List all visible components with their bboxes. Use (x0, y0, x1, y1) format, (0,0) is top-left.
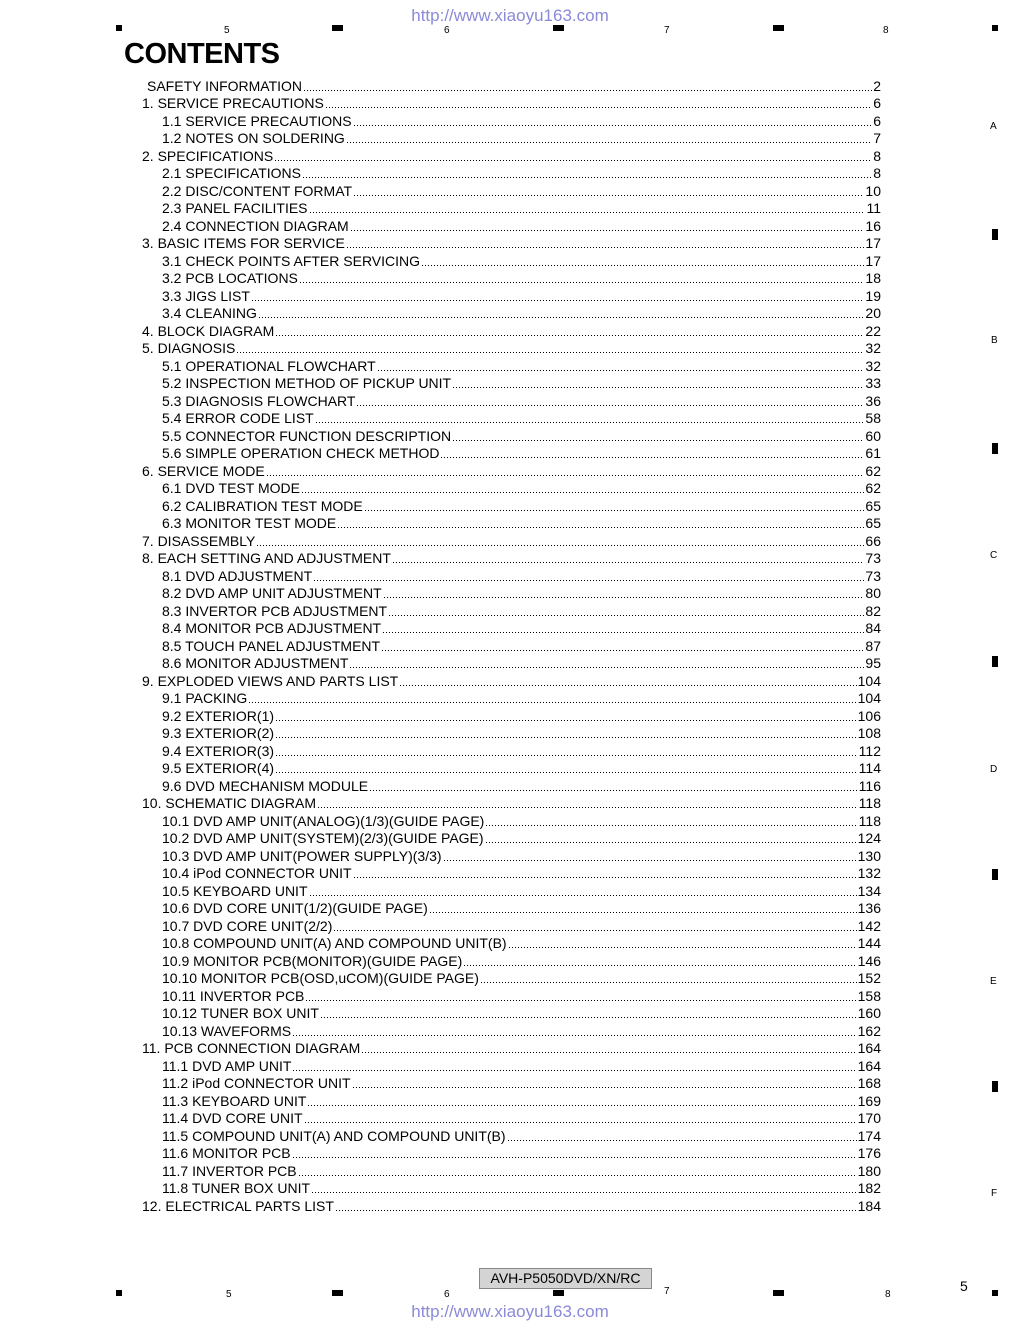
toc-entry[interactable] (142, 811, 881, 829)
row-mark (992, 656, 998, 667)
row-letter: B (991, 335, 998, 346)
toc-entry-label: 10.10 MONITOR PCB(OSD,uCOM)(GUIDE PAGE) (162, 970, 479, 986)
toc-entry[interactable] (142, 181, 881, 199)
model-number: AVH-P5050DVD/XN/RC (479, 1268, 652, 1289)
toc-entry-page: 118 (858, 812, 881, 829)
column-number: 7 (664, 1286, 670, 1297)
toc-entry-label: 9.1 PACKING (162, 690, 248, 706)
toc-entry-page: 8 (873, 147, 881, 164)
dot-leader (388, 615, 864, 616)
dot-leader (275, 720, 857, 721)
column-number: 8 (883, 25, 889, 36)
corner-mark (116, 25, 122, 31)
dot-leader (301, 492, 864, 493)
toc-entry[interactable] (142, 706, 881, 724)
toc-entry-label: 2.1 SPECIFICATIONS (162, 165, 301, 181)
dot-leader (369, 790, 858, 791)
dot-leader (353, 195, 864, 196)
toc-entry-label: 10.7 DVD CORE UNIT(2/2) (162, 917, 333, 934)
toc-entry-page: 6 (873, 95, 881, 111)
toc-entry[interactable] (142, 1004, 881, 1022)
toc-entry-page: 132 (857, 865, 881, 881)
dot-leader (381, 650, 864, 651)
toc-entry-page: 65 (865, 497, 881, 514)
row-letter: E (990, 976, 997, 987)
toc-entry-label: 10.3 DVD AMP UNIT(POWER SUPPLY)(3/3) (162, 847, 442, 864)
toc-entry[interactable] (142, 304, 881, 322)
column-mark (553, 1290, 564, 1296)
toc-entry-label: 8.3 INVERTOR PCB ADJUSTMENT (162, 602, 388, 619)
toc-entry[interactable] (142, 1126, 881, 1144)
toc-entry-page: 62 (865, 480, 881, 496)
toc-entry-label: 11.4 DVD CORE UNIT (162, 1110, 303, 1126)
dot-leader (317, 807, 858, 808)
toc-entry-label: 11.3 KEYBOARD UNIT (162, 1092, 307, 1109)
toc-entry[interactable] (142, 881, 881, 899)
toc-entry[interactable] (142, 671, 881, 689)
row-mark (992, 1081, 998, 1092)
toc-entry[interactable] (142, 1039, 881, 1057)
toc-entry[interactable] (142, 741, 881, 759)
toc-entry-page: 10 (865, 182, 881, 199)
toc-entry[interactable] (142, 1074, 881, 1092)
dot-leader (292, 1035, 856, 1036)
toc-entry-label: 5.2 INSPECTION METHOD OF PICKUP UNIT (162, 375, 452, 391)
dot-leader (275, 335, 864, 336)
column-number: 6 (444, 1289, 450, 1300)
toc-entry[interactable] (142, 689, 881, 707)
toc-entry[interactable] (142, 286, 881, 304)
toc-entry-page: 118 (858, 795, 881, 811)
toc-entry-page: 146 (857, 952, 881, 969)
toc-entry-label: 8.4 MONITOR PCB ADJUSTMENT (162, 620, 382, 636)
dot-leader (463, 965, 856, 966)
toc-entry[interactable] (142, 164, 881, 182)
toc-entry-page: 116 (858, 777, 881, 794)
toc-entry-label: 3.4 CLEANING (162, 305, 257, 321)
toc-entry-label: 3.2 PCB LOCATIONS (162, 270, 298, 286)
toc-entry-label: 6. SERVICE MODE (142, 462, 265, 479)
row-letter: D (990, 764, 998, 775)
toc-entry[interactable] (142, 479, 881, 497)
dot-leader (299, 282, 865, 283)
toc-entry[interactable] (142, 1179, 881, 1197)
dot-leader (382, 632, 864, 633)
toc-entry[interactable] (142, 601, 881, 619)
toc-entry[interactable] (142, 461, 881, 479)
toc-entry-page: 62 (865, 462, 881, 479)
toc-entry-label: 11.7 INVERTOR PCB (162, 1162, 297, 1179)
toc-entry-label: 8.2 DVD AMP UNIT ADJUSTMENT (162, 585, 382, 601)
dot-leader (307, 1105, 856, 1106)
dot-leader (298, 1175, 857, 1176)
dot-leader (315, 422, 865, 423)
toc-entry-page: 60 (865, 427, 881, 444)
toc-entry-label: 2. SPECIFICATIONS (142, 147, 274, 164)
toc-entry-page: 36 (865, 392, 881, 409)
toc-entry-page: 142 (857, 917, 881, 934)
toc-entry-page: 158 (857, 987, 881, 1004)
toc-entry-page: 17 (865, 235, 881, 251)
toc-entry-page: 152 (857, 970, 881, 986)
toc-entry-page: 180 (857, 1162, 881, 1179)
toc-entry-page: 80 (865, 585, 881, 601)
toc-entry-page: 182 (857, 1180, 881, 1196)
dot-leader (266, 475, 865, 476)
footer-url[interactable]: http://www.xiaoyu163.com (411, 1302, 609, 1321)
toc-entry-label: 7. DISASSEMBLY (142, 532, 256, 549)
toc-entry-label: 6.1 DVD TEST MODE (162, 480, 300, 496)
corner-mark (992, 25, 998, 31)
header-url[interactable]: http://www.xiaoyu163.com (411, 6, 609, 25)
column-number: 7 (664, 25, 670, 36)
toc-entry-page: 184 (857, 1197, 881, 1214)
dot-leader (275, 737, 857, 738)
dot-leader (485, 825, 857, 826)
dot-leader (236, 352, 864, 353)
toc-entry-page: 134 (857, 882, 881, 899)
row-letter: F (991, 1188, 998, 1199)
toc-entry-page: 33 (865, 375, 881, 391)
toc-entry[interactable] (142, 584, 881, 602)
toc-entry-page: 32 (865, 357, 881, 374)
dot-leader (356, 405, 864, 406)
toc-entry-label: 10.9 MONITOR PCB(MONITOR)(GUIDE PAGE) (162, 952, 463, 969)
toc-entry-label: 5.1 OPERATIONAL FLOWCHART (162, 357, 376, 374)
toc-entry-label: 5.6 SIMPLE OPERATION CHECK METHOD (162, 445, 440, 461)
toc-entry-label: 1.1 SERVICE PRECAUTIONS (162, 112, 352, 129)
toc-entry[interactable] (142, 636, 881, 654)
corner-mark (992, 1290, 998, 1296)
toc-entry[interactable] (142, 776, 881, 794)
toc-entry[interactable] (142, 199, 881, 217)
dot-leader (485, 842, 857, 843)
toc-entry[interactable] (142, 1196, 881, 1214)
toc-entry[interactable] (142, 864, 881, 882)
toc-entry[interactable] (142, 724, 881, 742)
toc-entry-label: 10.4 iPod CONNECTOR UNIT (162, 865, 352, 881)
toc-entry-label: 3. BASIC ITEMS FOR SERVICE (142, 235, 345, 251)
toc-entry-page: 104 (857, 690, 881, 706)
toc-entry-page: 170 (857, 1110, 881, 1126)
dot-leader (361, 1052, 856, 1053)
toc-entry-label: 1. SERVICE PRECAUTIONS (142, 95, 324, 111)
toc-entry-page: 66 (865, 532, 881, 549)
toc-entry-label: 9.5 EXTERIOR(4) (162, 760, 275, 776)
toc-entry[interactable] (142, 216, 881, 234)
table-of-contents (142, 76, 881, 1214)
row-letter: A (990, 121, 997, 132)
toc-entry-label: 12. ELECTRICAL PARTS LIST (142, 1197, 334, 1214)
toc-entry-page: 73 (865, 550, 881, 566)
toc-entry[interactable] (142, 251, 881, 269)
toc-entry[interactable] (142, 986, 881, 1004)
toc-entry-page: 84 (865, 620, 881, 636)
column-mark (773, 1290, 784, 1296)
dot-leader (256, 545, 864, 546)
toc-entry[interactable] (142, 514, 881, 532)
toc-entry-page: 7 (873, 130, 881, 146)
dot-leader (350, 230, 865, 231)
toc-entry-page: 124 (857, 830, 881, 846)
toc-entry-label: 10.2 DVD AMP UNIT(SYSTEM)(2/3)(GUIDE PAGE) (162, 830, 484, 846)
row-mark (992, 443, 998, 454)
dot-leader (353, 877, 857, 878)
dot-leader (507, 1140, 857, 1141)
toc-entry-label: 10.13 WAVEFORMS (162, 1022, 292, 1039)
column-mark (773, 25, 784, 31)
dot-leader (364, 510, 865, 511)
toc-entry-page: 58 (865, 410, 881, 426)
column-number: 8 (885, 1289, 891, 1300)
column-mark (332, 1290, 343, 1296)
toc-entry-label: 10.1 DVD AMP UNIT(ANALOG)(1/3)(GUIDE PAGE) (162, 812, 485, 829)
toc-entry[interactable] (142, 409, 881, 427)
toc-entry-label: 11.2 iPod CONNECTOR UNIT (162, 1075, 351, 1091)
dot-leader (377, 370, 865, 371)
toc-entry[interactable] (142, 339, 881, 357)
toc-entry-label: 6.2 CALIBRATION TEST MODE (162, 497, 363, 514)
toc-entry[interactable] (142, 321, 881, 339)
dot-leader (480, 982, 857, 983)
toc-entry-label: 10.11 INVERTOR PCB (162, 987, 305, 1004)
toc-entry-page: 8 (873, 165, 881, 181)
column-number: 5 (224, 25, 230, 36)
dot-leader (452, 440, 864, 441)
toc-entry-label: 10.12 TUNER BOX UNIT (162, 1005, 319, 1021)
toc-entry[interactable] (142, 846, 881, 864)
toc-entry-page: 2 (873, 77, 881, 94)
dot-leader (303, 90, 872, 91)
column-number: 5 (226, 1289, 232, 1300)
dot-leader (421, 265, 864, 266)
dot-leader (302, 177, 872, 178)
toc-entry-label: 11. PCB CONNECTION DIAGRAM (142, 1040, 361, 1056)
toc-entry-label: 11.5 COMPOUND UNIT(A) AND COMPOUND UNIT(B) (162, 1127, 506, 1144)
toc-entry[interactable] (142, 549, 881, 567)
toc-entry-label: 4. BLOCK DIAGRAM (142, 322, 275, 339)
toc-entry[interactable] (142, 1161, 881, 1179)
toc-entry-label: 5.4 ERROR CODE LIST (162, 410, 314, 426)
dot-leader (275, 755, 858, 756)
column-mark (553, 25, 564, 31)
toc-entry[interactable] (142, 1056, 881, 1074)
toc-entry-page: 162 (857, 1022, 881, 1039)
dot-leader (443, 860, 857, 861)
toc-entry-label: 8.6 MONITOR ADJUSTMENT (162, 655, 349, 671)
toc-entry[interactable] (142, 496, 881, 514)
toc-entry[interactable] (142, 1091, 881, 1109)
toc-entry-page: 160 (857, 1005, 881, 1021)
toc-entry[interactable] (142, 391, 881, 409)
toc-entry-label: 1.2 NOTES ON SOLDERING (162, 130, 345, 146)
toc-entry[interactable] (142, 969, 881, 987)
toc-entry[interactable] (142, 619, 881, 637)
toc-entry[interactable] (142, 356, 881, 374)
dot-leader (292, 1070, 856, 1071)
dot-leader (399, 685, 856, 686)
dot-leader (274, 160, 872, 161)
dot-leader (349, 667, 864, 668)
column-number: 6 (444, 25, 450, 36)
dot-leader (320, 1017, 857, 1018)
toc-entry-page: 61 (865, 445, 881, 461)
toc-entry-label: 10.8 COMPOUND UNIT(A) AND COMPOUND UNIT(B) (162, 935, 507, 951)
toc-entry-label: 11.1 DVD AMP UNIT (162, 1057, 292, 1074)
toc-entry-label: 8. EACH SETTING AND ADJUSTMENT (142, 550, 391, 566)
dot-leader (383, 597, 865, 598)
toc-entry[interactable] (142, 234, 881, 252)
toc-entry-page: 104 (857, 672, 881, 689)
dot-leader (305, 1000, 856, 1001)
toc-entry-page: 73 (865, 567, 881, 584)
toc-entry-label: 11.6 MONITOR PCB (162, 1145, 291, 1161)
toc-entry-page: 136 (857, 900, 881, 916)
dot-leader (337, 527, 864, 528)
toc-entry[interactable] (142, 444, 881, 462)
dot-leader (313, 580, 864, 581)
toc-entry-page: 130 (857, 847, 881, 864)
dot-leader (325, 107, 872, 108)
dot-leader (248, 702, 856, 703)
toc-entry-page: 95 (865, 655, 881, 671)
toc-entry-label: 9.6 DVD MECHANISM MODULE (162, 777, 369, 794)
toc-entry-page: 106 (857, 707, 881, 724)
toc-entry-label: 9.2 EXTERIOR(1) (162, 707, 275, 724)
toc-entry[interactable] (142, 566, 881, 584)
toc-entry-label: 8.1 DVD ADJUSTMENT (162, 567, 313, 584)
toc-entry[interactable] (142, 374, 881, 392)
dot-leader (258, 317, 864, 318)
dot-leader (452, 387, 864, 388)
dot-leader (353, 125, 873, 126)
toc-entry[interactable] (142, 111, 881, 129)
dot-leader (440, 457, 864, 458)
toc-entry-label: 2.4 CONNECTION DIAGRAM (162, 217, 349, 234)
toc-entry-page: 6 (873, 112, 881, 129)
toc-entry[interactable] (142, 76, 881, 94)
toc-entry-page: 65 (865, 515, 881, 531)
dot-leader (309, 895, 857, 896)
toc-entry-page: 169 (857, 1092, 881, 1109)
dot-leader (508, 947, 857, 948)
toc-entry[interactable] (142, 794, 881, 812)
toc-entry[interactable] (142, 934, 881, 952)
toc-entry-label: 9.4 EXTERIOR(3) (162, 742, 275, 759)
toc-entry-label: 11.8 TUNER BOX UNIT (162, 1180, 311, 1196)
dot-leader (333, 930, 856, 931)
toc-entry[interactable] (142, 951, 881, 969)
toc-entry[interactable] (142, 269, 881, 287)
toc-entry-label: 5.3 DIAGNOSIS FLOWCHART (162, 392, 356, 409)
toc-entry[interactable] (142, 1021, 881, 1039)
toc-entry-page: 108 (857, 725, 881, 741)
toc-entry-label: 2.3 PANEL FACILITIES (162, 200, 308, 216)
toc-entry-page: 87 (865, 637, 881, 654)
dot-leader (335, 1210, 857, 1211)
toc-entry-page: 168 (857, 1075, 881, 1091)
toc-entry[interactable] (142, 1144, 881, 1162)
toc-entry-page: 18 (865, 270, 881, 286)
dot-leader (292, 1157, 857, 1158)
toc-entry-page: 114 (858, 760, 881, 776)
toc-entry-label: 5.5 CONNECTOR FUNCTION DESCRIPTION (162, 427, 452, 444)
toc-entry-label: 10. SCHEMATIC DIAGRAM (142, 795, 316, 811)
toc-entry[interactable] (142, 531, 881, 549)
toc-entry-label: 3.1 CHECK POINTS AFTER SERVICING (162, 252, 421, 269)
dot-leader (251, 300, 864, 301)
toc-entry[interactable] (142, 759, 881, 777)
toc-entry-page: 164 (857, 1057, 881, 1074)
column-mark (332, 25, 343, 31)
dot-leader (392, 562, 864, 563)
toc-entry[interactable] (142, 829, 881, 847)
toc-entry-page: 20 (865, 305, 881, 321)
dot-leader (346, 142, 872, 143)
toc-entry[interactable] (142, 426, 881, 444)
toc-entry[interactable] (142, 654, 881, 672)
row-mark (992, 869, 998, 880)
toc-entry-page: 112 (858, 742, 881, 759)
toc-entry[interactable] (142, 94, 881, 112)
corner-mark (116, 1290, 122, 1296)
dot-leader (346, 247, 865, 248)
toc-entry-page: 82 (865, 602, 881, 619)
row-mark (992, 229, 998, 240)
dot-leader (309, 212, 866, 213)
toc-entry-label: 9. EXPLODED VIEWS AND PARTS LIST (142, 672, 399, 689)
page-number: 5 (960, 1278, 968, 1294)
toc-entry-label: 10.5 KEYBOARD UNIT (162, 882, 308, 899)
toc-entry-page: 144 (857, 935, 881, 951)
toc-entry-page: 11 (866, 200, 881, 216)
dot-leader (275, 772, 858, 773)
toc-entry-label: 6.3 MONITOR TEST MODE (162, 515, 337, 531)
row-letter: C (990, 550, 998, 561)
toc-entry-label: 10.6 DVD CORE UNIT(1/2)(GUIDE PAGE) (162, 900, 428, 916)
page-title: CONTENTS (124, 38, 280, 70)
toc-entry-label: 3.3 JIGS LIST (162, 287, 250, 304)
toc-entry-page: 22 (865, 322, 881, 339)
toc-entry[interactable] (142, 129, 881, 147)
toc-entry-label: 2.2 DISC/CONTENT FORMAT (162, 182, 353, 199)
toc-entry-label: 9.3 EXTERIOR(2) (162, 725, 275, 741)
toc-entry-page: 176 (857, 1145, 881, 1161)
toc-entry[interactable] (142, 1109, 881, 1127)
toc-entry-page: 16 (865, 217, 881, 234)
dot-leader (352, 1087, 857, 1088)
dot-leader (311, 1192, 857, 1193)
toc-entry[interactable] (142, 146, 881, 164)
dot-leader (304, 1122, 857, 1123)
toc-entry-label: 8.5 TOUCH PANEL ADJUSTMENT (162, 637, 381, 654)
toc-entry[interactable] (142, 899, 881, 917)
toc-entry-page: 32 (865, 340, 881, 356)
toc-entry-page: 19 (865, 287, 881, 304)
toc-entry-label: SAFETY INFORMATION (147, 77, 303, 94)
toc-entry-label: 5. DIAGNOSIS (142, 340, 236, 356)
toc-entry-page: 164 (857, 1040, 881, 1056)
dot-leader (429, 912, 857, 913)
toc-entry[interactable] (142, 916, 881, 934)
toc-entry-page: 17 (865, 252, 881, 269)
toc-entry-page: 174 (857, 1127, 881, 1144)
